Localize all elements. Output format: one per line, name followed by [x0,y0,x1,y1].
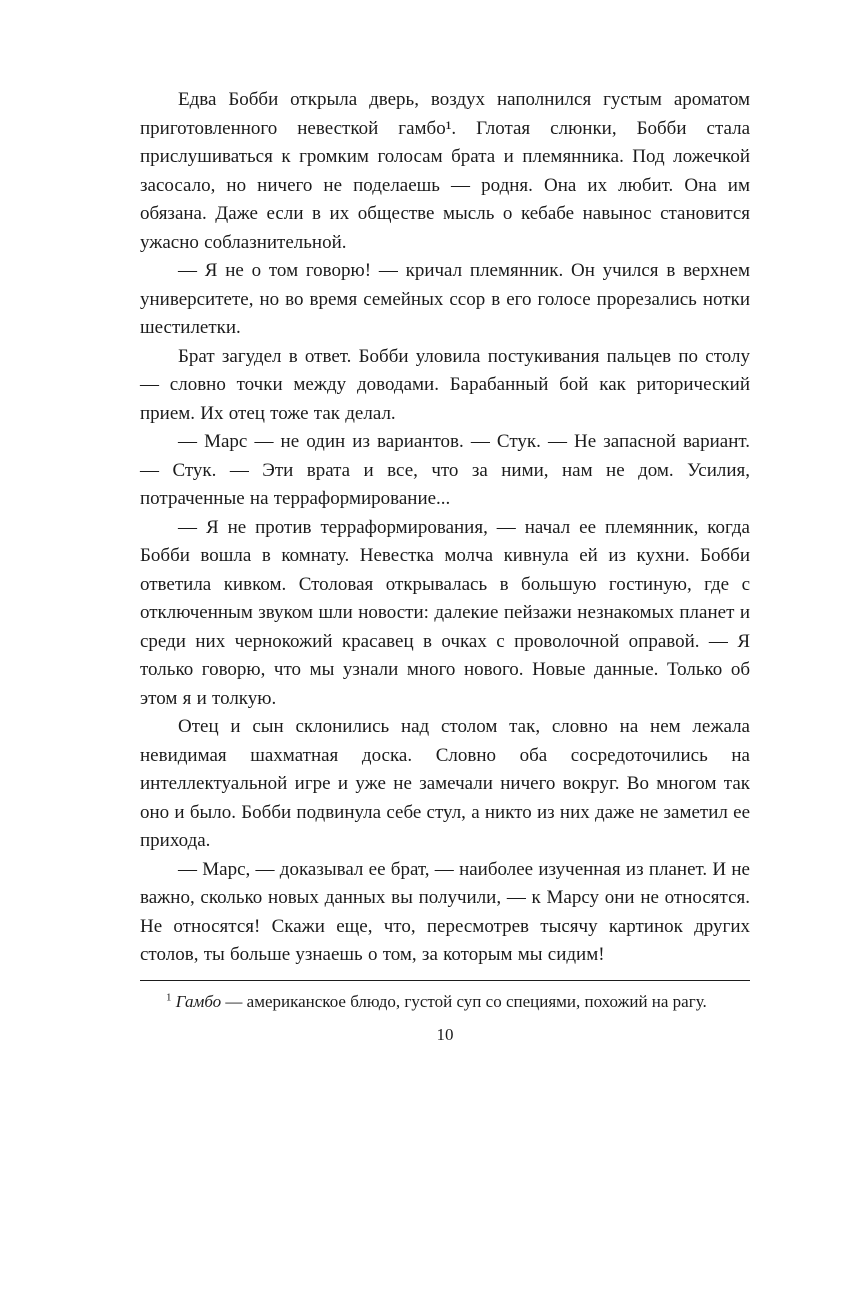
body-text [140,86,750,970]
paragraph: — Марс — не один из вариантов. — Стук. — Не запасной вариант. — Стук. — Эти врата и все, что за ними, нам не дом. Усилия, потраченные на терраформирование... [140,431,750,509]
paragraph: — Я не против терраформирования, — начал ее племянник, когда Бобби вошла в комнату. Невестка молча кивнула ей из кухни. Бобби ответила кивком. Столовая открывалась в большую гостиную, где с отключенным звуком шли новости: далекие пейзажи незнакомых планет и среди них чернокожий красавец в очках с проволочной оправой. — Я только говорю, что мы узнали много нового. Новые данные. Только об этом я и толкую. [140,516,750,709]
footnote [140,981,750,1015]
paragraph: — Я не о том говорю! — кричал племянник. Он учился в верхнем университете, но во время семейных ссор в его голосе прорезались нотки шестилетки. [140,260,750,338]
footnote-term: Гамбо [175,991,222,1011]
paragraph: — Марс, — доказывал ее брат, — наиболее изученная из планет. И не важно, сколько новых данных вы получили, — к Марсу они не относятся. Не относятся! Скажи еще, что, пересмотрев тысячу картинок других столов, ты больше узнаешь о том, за которым мы сидим! [140,858,750,965]
paragraph: Едва Бобби открыла дверь, воздух наполнился густым ароматом приготовленного невесткой гамбо¹. Глотая слюнки, Бобби стала прислушиваться к громким голосам брата и племянника. Под ложечкой засосало, но ничего не поделаешь — родня. Она их любит. Она им обязана. Даже если в их обществе мысль о кебабе навынос становится ужасно соблазнительной. [140,89,750,253]
footnote-line [140,988,750,1015]
footnote-marker: 1 [166,990,172,1003]
paragraph: Отец и сын склонились над столом так, словно на нем лежала невидимая шахматная доска. Словно оба сосредоточились на интеллектуальной игре и уже не замечали ничего вокруг. Во многом так оно и было. Бобби подвинула себе стул, а никто из них даже не заметил ее прихода. [140,716,750,851]
footnote-text: — американское блюдо, густой суп со специями, похожий на рагу. [221,991,707,1011]
page-number: 10 [436,1024,454,1044]
paragraph: Брат загудел в ответ. Бобби уловила постукивания пальцев по столу — словно точки между доводами. Барабанный бой как риторический прием. Их отец тоже так делал. [140,345,750,424]
